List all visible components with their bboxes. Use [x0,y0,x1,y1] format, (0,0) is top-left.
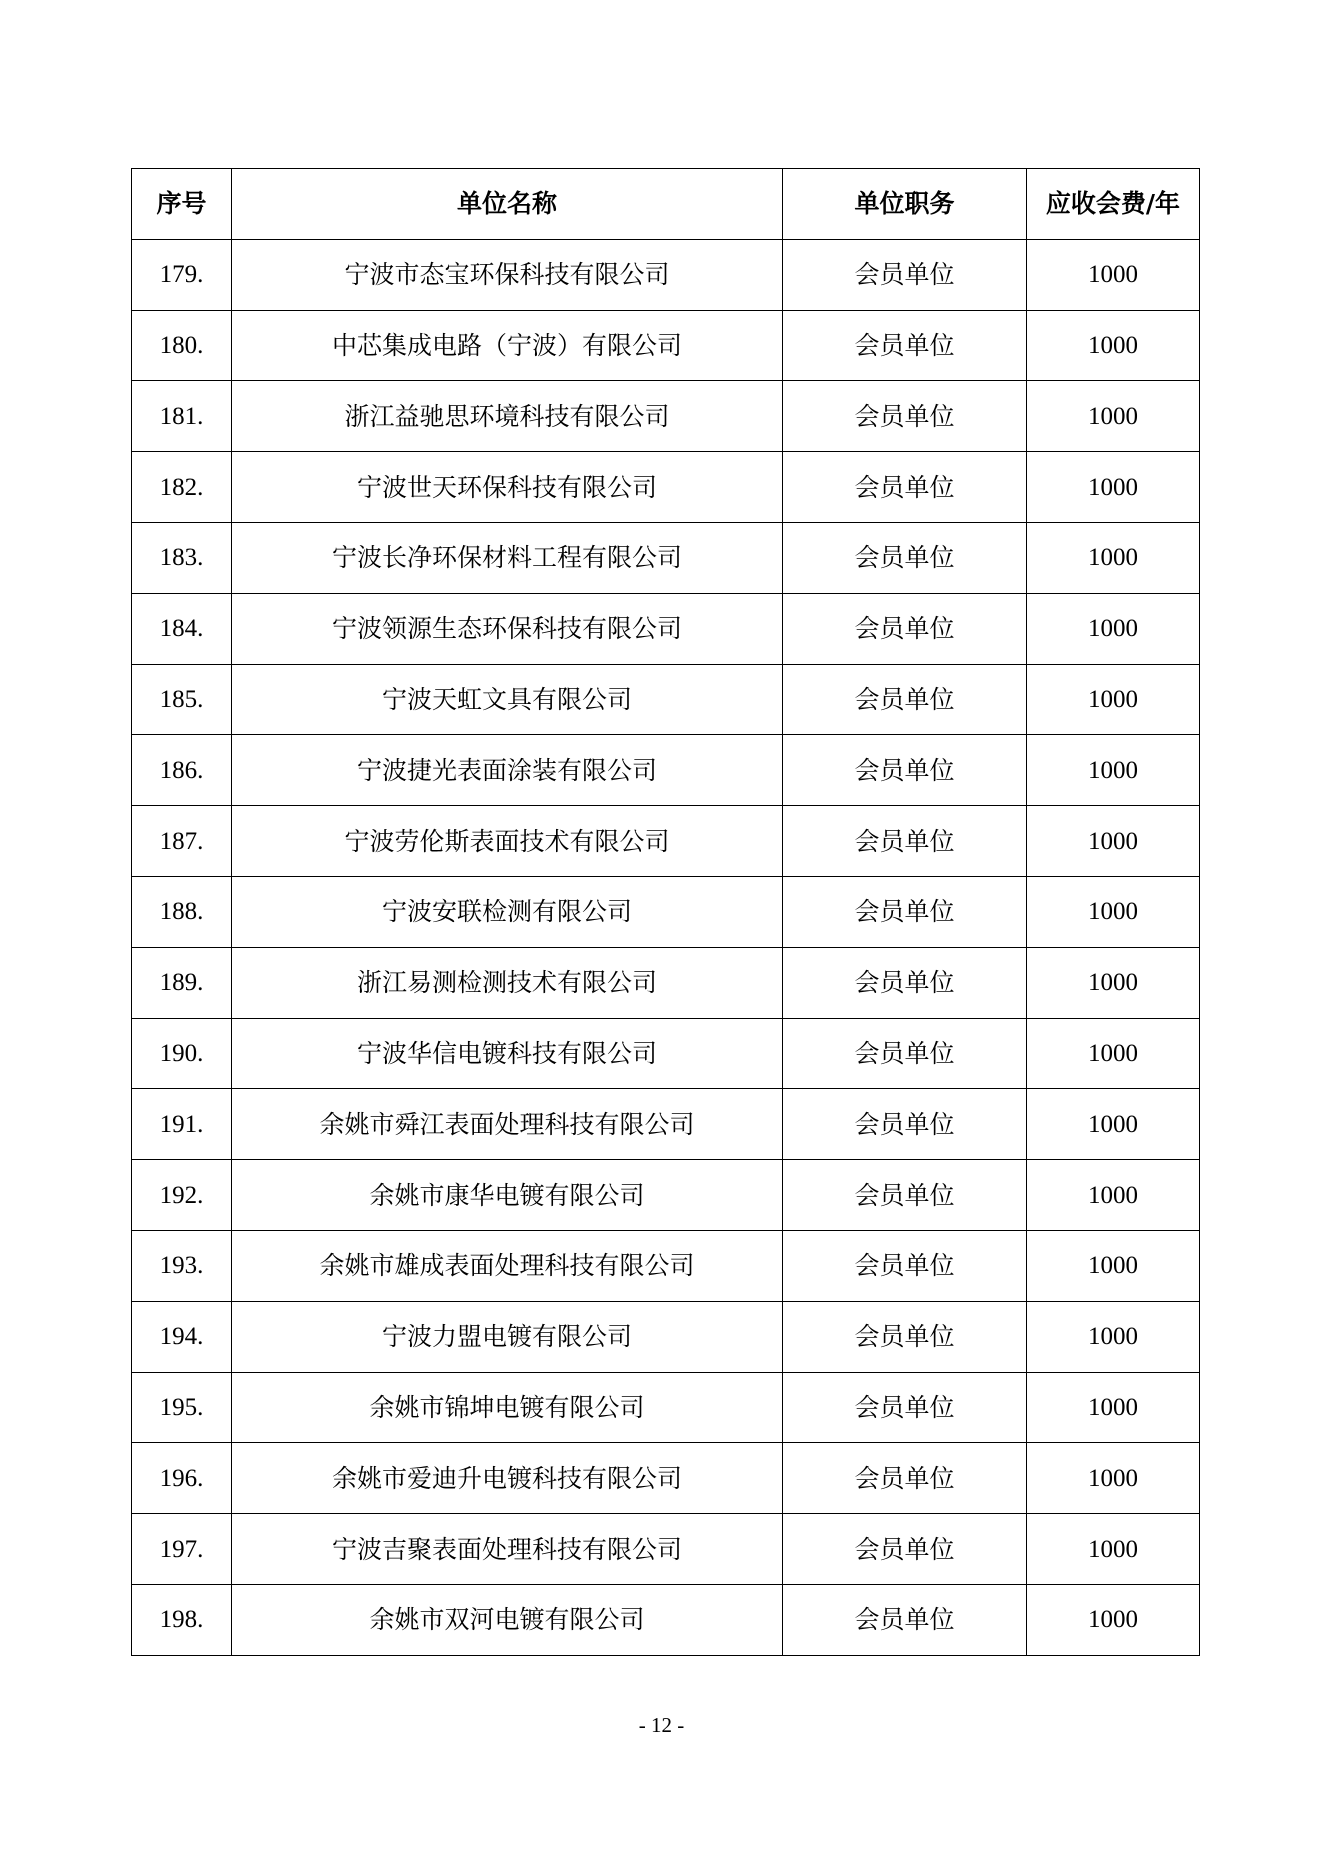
header-unit-name: 单位名称 [232,169,783,240]
row-unit-name: 宁波劳伦斯表面技术有限公司 [232,806,783,877]
row-unit-role: 会员单位 [783,239,1027,310]
row-index: 179. [132,239,232,310]
row-unit-name: 宁波力盟电镀有限公司 [232,1301,783,1372]
row-index: 192. [132,1160,232,1231]
row-annual-fee: 1000 [1027,1443,1200,1514]
table-row [132,806,1200,877]
table-row [132,239,1200,310]
row-annual-fee: 1000 [1027,452,1200,523]
row-index: 198. [132,1584,232,1655]
table-row [132,452,1200,523]
row-annual-fee: 1000 [1027,806,1200,877]
row-annual-fee: 1000 [1027,1018,1200,1089]
table-row [132,310,1200,381]
header-unit-role: 单位职务 [783,169,1027,240]
row-unit-name: 宁波市态宝环保科技有限公司 [232,239,783,310]
row-unit-role: 会员单位 [783,381,1027,452]
table-body [132,239,1200,1655]
row-unit-name: 余姚市双河电镀有限公司 [232,1584,783,1655]
row-annual-fee: 1000 [1027,1160,1200,1231]
row-unit-role: 会员单位 [783,1230,1027,1301]
row-unit-role: 会员单位 [783,1584,1027,1655]
table-row [132,1018,1200,1089]
row-unit-role: 会员单位 [783,664,1027,735]
row-unit-role: 会员单位 [783,1443,1027,1514]
row-unit-name: 余姚市康华电镀有限公司 [232,1160,783,1231]
row-annual-fee: 1000 [1027,876,1200,947]
table-row [132,876,1200,947]
row-unit-name: 浙江益驰思环境科技有限公司 [232,381,783,452]
row-unit-role: 会员单位 [783,522,1027,593]
table-row [132,1301,1200,1372]
row-unit-role: 会员单位 [783,876,1027,947]
row-unit-role: 会员单位 [783,806,1027,877]
table-row [132,1372,1200,1443]
row-unit-role: 会员单位 [783,1089,1027,1160]
row-index: 189. [132,947,232,1018]
row-annual-fee: 1000 [1027,239,1200,310]
row-annual-fee: 1000 [1027,593,1200,664]
row-unit-name: 余姚市爱迪升电镀科技有限公司 [232,1443,783,1514]
row-annual-fee: 1000 [1027,1301,1200,1372]
row-index: 186. [132,735,232,806]
table-row [132,381,1200,452]
row-unit-name: 宁波安联检测有限公司 [232,876,783,947]
row-annual-fee: 1000 [1027,381,1200,452]
table-row [132,593,1200,664]
row-annual-fee: 1000 [1027,1089,1200,1160]
row-index: 180. [132,310,232,381]
row-index: 185. [132,664,232,735]
row-unit-name: 宁波捷光表面涂装有限公司 [232,735,783,806]
table-row [132,1089,1200,1160]
row-index: 181. [132,381,232,452]
row-index: 195. [132,1372,232,1443]
row-annual-fee: 1000 [1027,522,1200,593]
row-index: 190. [132,1018,232,1089]
row-unit-name: 宁波吉聚表面处理科技有限公司 [232,1514,783,1585]
row-unit-role: 会员单位 [783,1018,1027,1089]
row-unit-role: 会员单位 [783,452,1027,523]
row-index: 197. [132,1514,232,1585]
table-row [132,664,1200,735]
row-unit-role: 会员单位 [783,1514,1027,1585]
row-unit-role: 会员单位 [783,1160,1027,1231]
row-unit-name: 余姚市雄成表面处理科技有限公司 [232,1230,783,1301]
row-index: 194. [132,1301,232,1372]
header-annual-fee: 应收会费/年 [1027,169,1200,240]
row-unit-name: 中芯集成电路（宁波）有限公司 [232,310,783,381]
page-number: - 12 - [638,1713,685,1737]
row-annual-fee: 1000 [1027,1230,1200,1301]
table-row [132,1514,1200,1585]
row-index: 183. [132,522,232,593]
table-row [132,522,1200,593]
row-index: 187. [132,806,232,877]
table-header-row [132,169,1200,240]
row-unit-role: 会员单位 [783,947,1027,1018]
row-unit-name: 宁波长净环保材料工程有限公司 [232,522,783,593]
row-annual-fee: 1000 [1027,1514,1200,1585]
table-row [132,735,1200,806]
row-index: 196. [132,1443,232,1514]
row-index: 191. [132,1089,232,1160]
row-unit-role: 会员单位 [783,1301,1027,1372]
row-unit-role: 会员单位 [783,735,1027,806]
table-row [132,947,1200,1018]
row-annual-fee: 1000 [1027,947,1200,1018]
row-annual-fee: 1000 [1027,735,1200,806]
row-unit-role: 会员单位 [783,1372,1027,1443]
row-unit-name: 宁波天虹文具有限公司 [232,664,783,735]
row-unit-name: 余姚市锦坤电镀有限公司 [232,1372,783,1443]
row-unit-name: 宁波世天环保科技有限公司 [232,452,783,523]
row-annual-fee: 1000 [1027,310,1200,381]
table-row [132,1160,1200,1231]
row-index: 193. [132,1230,232,1301]
table-row [132,1443,1200,1514]
row-unit-role: 会员单位 [783,310,1027,381]
row-index: 188. [132,876,232,947]
row-annual-fee: 1000 [1027,664,1200,735]
row-index: 184. [132,593,232,664]
row-index: 182. [132,452,232,523]
member-fee-table [131,168,1200,1656]
row-unit-name: 浙江易测检测技术有限公司 [232,947,783,1018]
table-row [132,1230,1200,1301]
row-annual-fee: 1000 [1027,1584,1200,1655]
row-annual-fee: 1000 [1027,1372,1200,1443]
header-index: 序号 [132,169,232,240]
table-row [132,1584,1200,1655]
row-unit-name: 宁波领源生态环保科技有限公司 [232,593,783,664]
row-unit-name: 余姚市舜江表面处理科技有限公司 [232,1089,783,1160]
row-unit-name: 宁波华信电镀科技有限公司 [232,1018,783,1089]
row-unit-role: 会员单位 [783,593,1027,664]
